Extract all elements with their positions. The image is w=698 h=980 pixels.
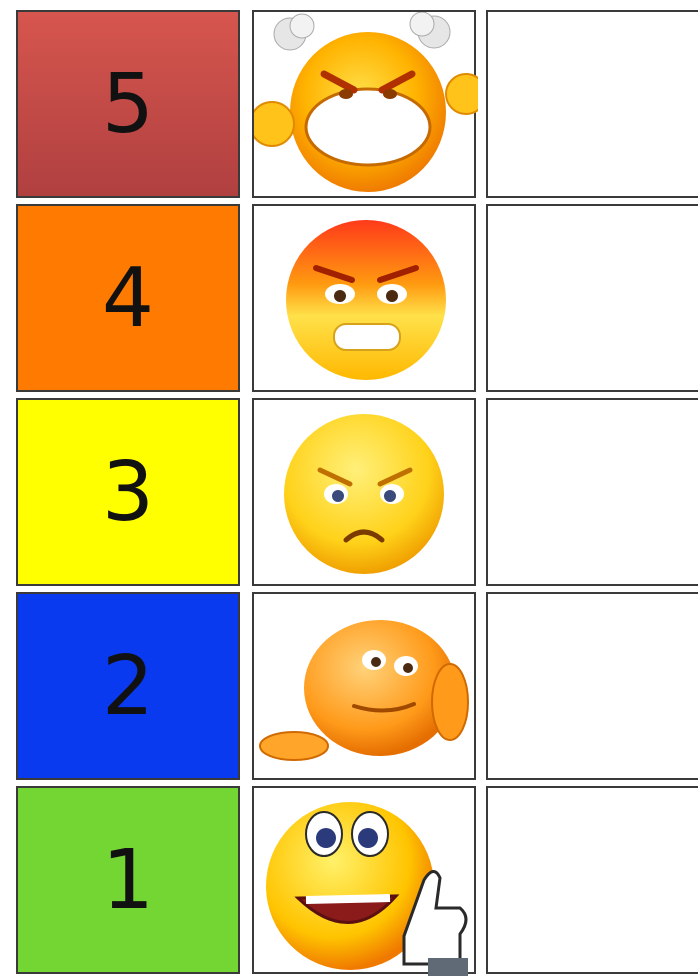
level-number: 3 [101,444,155,540]
scale-row-3 [0,398,698,592]
level-cell-2 [16,592,240,780]
level-cell-1 [16,786,240,974]
note-cell-3[interactable] [486,398,698,586]
level-number: 4 [101,250,155,346]
level-number: 5 [101,56,155,152]
scale-row-4 [0,204,698,398]
annoyed-face-icon [254,400,478,588]
skeptical-face-icon [254,594,478,782]
happy-thumbs-up-icon [254,788,478,976]
emoji-cell-1 [252,786,476,974]
note-cell-5[interactable] [486,10,698,198]
scale-row-2 [0,592,698,786]
scale-row-5 [0,10,698,204]
level-cell-5 [16,10,240,198]
emoji-cell-3 [252,398,476,586]
emoji-cell-2 [252,592,476,780]
level-cell-3 [16,398,240,586]
note-cell-2[interactable] [486,592,698,780]
note-cell-4[interactable] [486,204,698,392]
scale-row-1 [0,786,698,980]
furious-face-icon [254,12,478,200]
level-number: 2 [101,638,155,734]
emoji-cell-4 [252,204,476,392]
level-cell-4 [16,204,240,392]
note-cell-1[interactable] [486,786,698,974]
angry-face-icon [254,206,478,394]
level-number: 1 [101,832,155,928]
emoji-cell-5 [252,10,476,198]
